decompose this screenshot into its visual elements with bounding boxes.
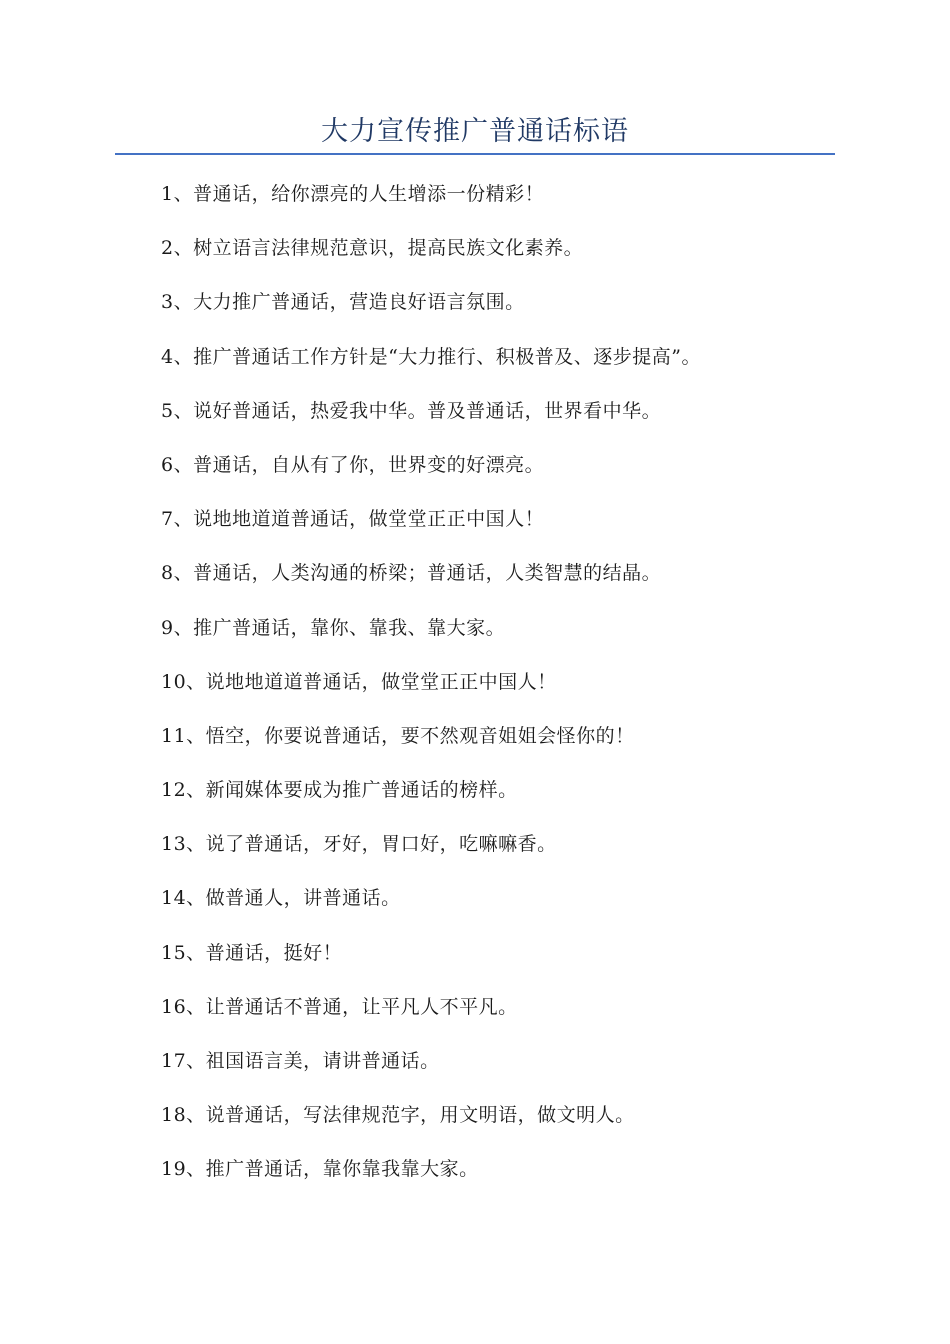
list-item: 19、推广普通话，靠你靠我靠大家。 — [161, 1158, 479, 1181]
list-item: 12、新闻媒体要成为推广普通话的榜样。 — [161, 779, 518, 802]
list-item: 10、说地地道道普通话，做堂堂正正中国人！ — [161, 670, 557, 693]
list-item: 14、做普通人，讲普通话。 — [161, 887, 401, 910]
list-item: 15、普通话，挺好！ — [161, 941, 343, 964]
list-item: 7、说地地道道普通话，做堂堂正正中国人！ — [161, 508, 545, 531]
title-underline — [115, 153, 835, 155]
list-item: 2、树立语言法律规范意识，提高民族文化素养。 — [161, 237, 584, 260]
list-item: 4、推广普通话工作方针是“大力推行、积极普及、逐步提高”。 — [161, 345, 702, 368]
list-item: 18、说普通话，写法律规范字，用文明语，做文明人。 — [161, 1104, 635, 1127]
list-item: 16、让普通话不普通，让平凡人不平凡。 — [161, 995, 518, 1018]
list-item: 13、说了普通话，牙好，胃口好，吃嘛嘛香。 — [161, 833, 557, 856]
list-item: 1、普通话，给你漂亮的人生增添一份精彩！ — [161, 183, 545, 205]
list-item: 17、祖国语言美，请讲普通话。 — [161, 1050, 440, 1072]
list-item: 3、大力推广普通话，营造良好语言氛围。 — [161, 291, 525, 314]
list-item: 8、普通话，人类沟通的桥梁；普通话，人类智慧的结晶。 — [161, 562, 662, 585]
list-item: 6、普通话，自从有了你，世界变的好漂亮。 — [161, 453, 545, 476]
document-title: 大力宣传推广普通话标语 — [321, 116, 629, 147]
list-item: 5、说好普通话，热爱我中华。普及普通话，世界看中华。 — [161, 399, 662, 422]
list-item: 11、悟空，你要说普通话，要不然观音姐姐会怪你的！ — [161, 724, 635, 747]
list-item: 9、推广普通话，靠你、靠我、靠大家。 — [161, 616, 506, 639]
slogan-list — [161, 180, 861, 1210]
